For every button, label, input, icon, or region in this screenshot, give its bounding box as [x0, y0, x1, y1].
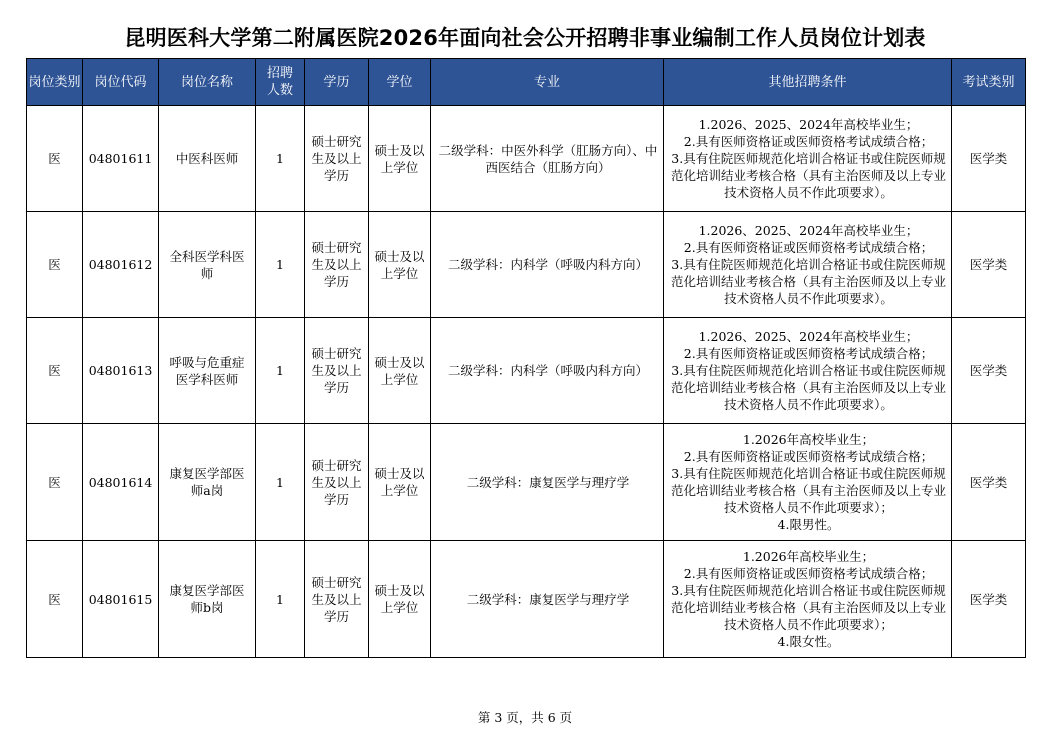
cell-exam: 医学类 — [952, 318, 1026, 424]
cell-major: 二级学科：内科学（呼吸内科方向） — [431, 212, 664, 318]
condition-line: 1.2026、2025、2024年高校毕业生； — [698, 329, 919, 344]
cell-education: 硕士研究生及以上学历 — [305, 318, 369, 424]
cell-category: 医 — [27, 424, 83, 541]
cell-name: 呼吸与危重症医学科医师 — [159, 318, 256, 424]
condition-line: 3.具有住院医师规范化培训合格证书或住院医师规范化培训结业考核合格（具有主治医师及以上专业技术资格人员不作此项要求）。 — [670, 257, 946, 306]
table-row — [27, 106, 1026, 212]
cell-education: 硕士研究生及以上学历 — [305, 106, 369, 212]
table-header-row — [27, 59, 1026, 106]
header-education: 学历 — [305, 59, 369, 106]
cell-category: 医 — [27, 541, 83, 658]
cell-degree: 硕士及以上学位 — [369, 318, 431, 424]
header-name: 岗位名称 — [159, 59, 256, 106]
cell-conditions — [664, 106, 952, 212]
cell-count: 1 — [256, 212, 305, 318]
cell-conditions — [664, 541, 952, 658]
cell-degree: 硕士及以上学位 — [369, 424, 431, 541]
header-degree: 学位 — [369, 59, 431, 106]
condition-line: 4.限女性。 — [777, 634, 840, 649]
condition-line: 2.具有医师资格证或医师资格考试成绩合格； — [683, 449, 934, 464]
cell-major: 二级学科：康复医学与理疗学 — [431, 541, 664, 658]
cell-education: 硕士研究生及以上学历 — [305, 212, 369, 318]
cell-code: 04801614 — [83, 424, 159, 541]
cell-name: 康复医学部医师a岗 — [159, 424, 256, 541]
cell-count: 1 — [256, 541, 305, 658]
header-exam: 考试类别 — [952, 59, 1026, 106]
condition-line: 3.具有住院医师规范化培训合格证书或住院医师规范化培训结业考核合格（具有主治医师及以上专业技术资格人员不作此项要求）； — [670, 466, 946, 515]
cell-conditions — [664, 318, 952, 424]
cell-code: 04801613 — [83, 318, 159, 424]
cell-count: 1 — [256, 424, 305, 541]
cell-degree: 硕士及以上学位 — [369, 212, 431, 318]
cell-category: 医 — [27, 106, 83, 212]
condition-line: 1.2026、2025、2024年高校毕业生； — [698, 223, 919, 238]
condition-line: 2.具有医师资格证或医师资格考试成绩合格； — [683, 240, 934, 255]
cell-count: 1 — [256, 318, 305, 424]
cell-count: 1 — [256, 106, 305, 212]
cell-exam: 医学类 — [952, 424, 1026, 541]
cell-degree: 硕士及以上学位 — [369, 106, 431, 212]
header-count: 招聘人数 — [256, 59, 305, 106]
cell-education: 硕士研究生及以上学历 — [305, 541, 369, 658]
cell-category: 医 — [27, 212, 83, 318]
condition-line: 2.具有医师资格证或医师资格考试成绩合格； — [683, 566, 934, 581]
condition-line: 3.具有住院医师规范化培训合格证书或住院医师规范化培训结业考核合格（具有主治医师及以上专业技术资格人员不作此项要求）； — [670, 583, 946, 632]
condition-line: 1.2026年高校毕业生； — [742, 549, 875, 564]
cell-exam: 医学类 — [952, 212, 1026, 318]
condition-line: 2.具有医师资格证或医师资格考试成绩合格； — [683, 134, 934, 149]
header-category: 岗位类别 — [27, 59, 83, 106]
cell-name: 康复医学部医师b岗 — [159, 541, 256, 658]
table-row — [27, 318, 1026, 424]
cell-conditions — [664, 212, 952, 318]
condition-line: 2.具有医师资格证或医师资格考试成绩合格； — [683, 346, 934, 361]
header-major: 专业 — [431, 59, 664, 106]
position-plan-table — [26, 58, 1026, 658]
condition-line: 1.2026、2025、2024年高校毕业生； — [698, 117, 919, 132]
table-row — [27, 424, 1026, 541]
table-row — [27, 212, 1026, 318]
cell-education: 硕士研究生及以上学历 — [305, 424, 369, 541]
cell-degree: 硕士及以上学位 — [369, 541, 431, 658]
header-code: 岗位代码 — [83, 59, 159, 106]
page-footer: 第 3 页，共 6 页 — [477, 710, 573, 725]
table-row — [27, 541, 1026, 658]
cell-name: 全科医学科医师 — [159, 212, 256, 318]
cell-code: 04801611 — [83, 106, 159, 212]
cell-code: 04801612 — [83, 212, 159, 318]
cell-major: 二级学科：内科学（呼吸内科方向） — [431, 318, 664, 424]
cell-category: 医 — [27, 318, 83, 424]
cell-major: 二级学科：康复医学与理疗学 — [431, 424, 664, 541]
cell-major: 二级学科：中医外科学（肛肠方向）、中西医结合（肛肠方向） — [431, 106, 664, 212]
cell-code: 04801615 — [83, 541, 159, 658]
condition-line: 3.具有住院医师规范化培训合格证书或住院医师规范化培训结业考核合格（具有主治医师及以上专业技术资格人员不作此项要求）。 — [670, 151, 946, 200]
cell-name: 中医科医师 — [159, 106, 256, 212]
cell-exam: 医学类 — [952, 106, 1026, 212]
cell-conditions — [664, 424, 952, 541]
condition-line: 1.2026年高校毕业生； — [742, 432, 875, 447]
page-title: 昆明医科大学第二附属医院2026年面向社会公开招聘非事业编制工作人员岗位计划表 — [124, 26, 926, 50]
condition-line: 4.限男性。 — [777, 517, 840, 532]
header-conditions: 其他招聘条件 — [664, 59, 952, 106]
condition-line: 3.具有住院医师规范化培训合格证书或住院医师规范化培训结业考核合格（具有主治医师及以上专业技术资格人员不作此项要求）。 — [670, 363, 946, 412]
cell-exam: 医学类 — [952, 541, 1026, 658]
